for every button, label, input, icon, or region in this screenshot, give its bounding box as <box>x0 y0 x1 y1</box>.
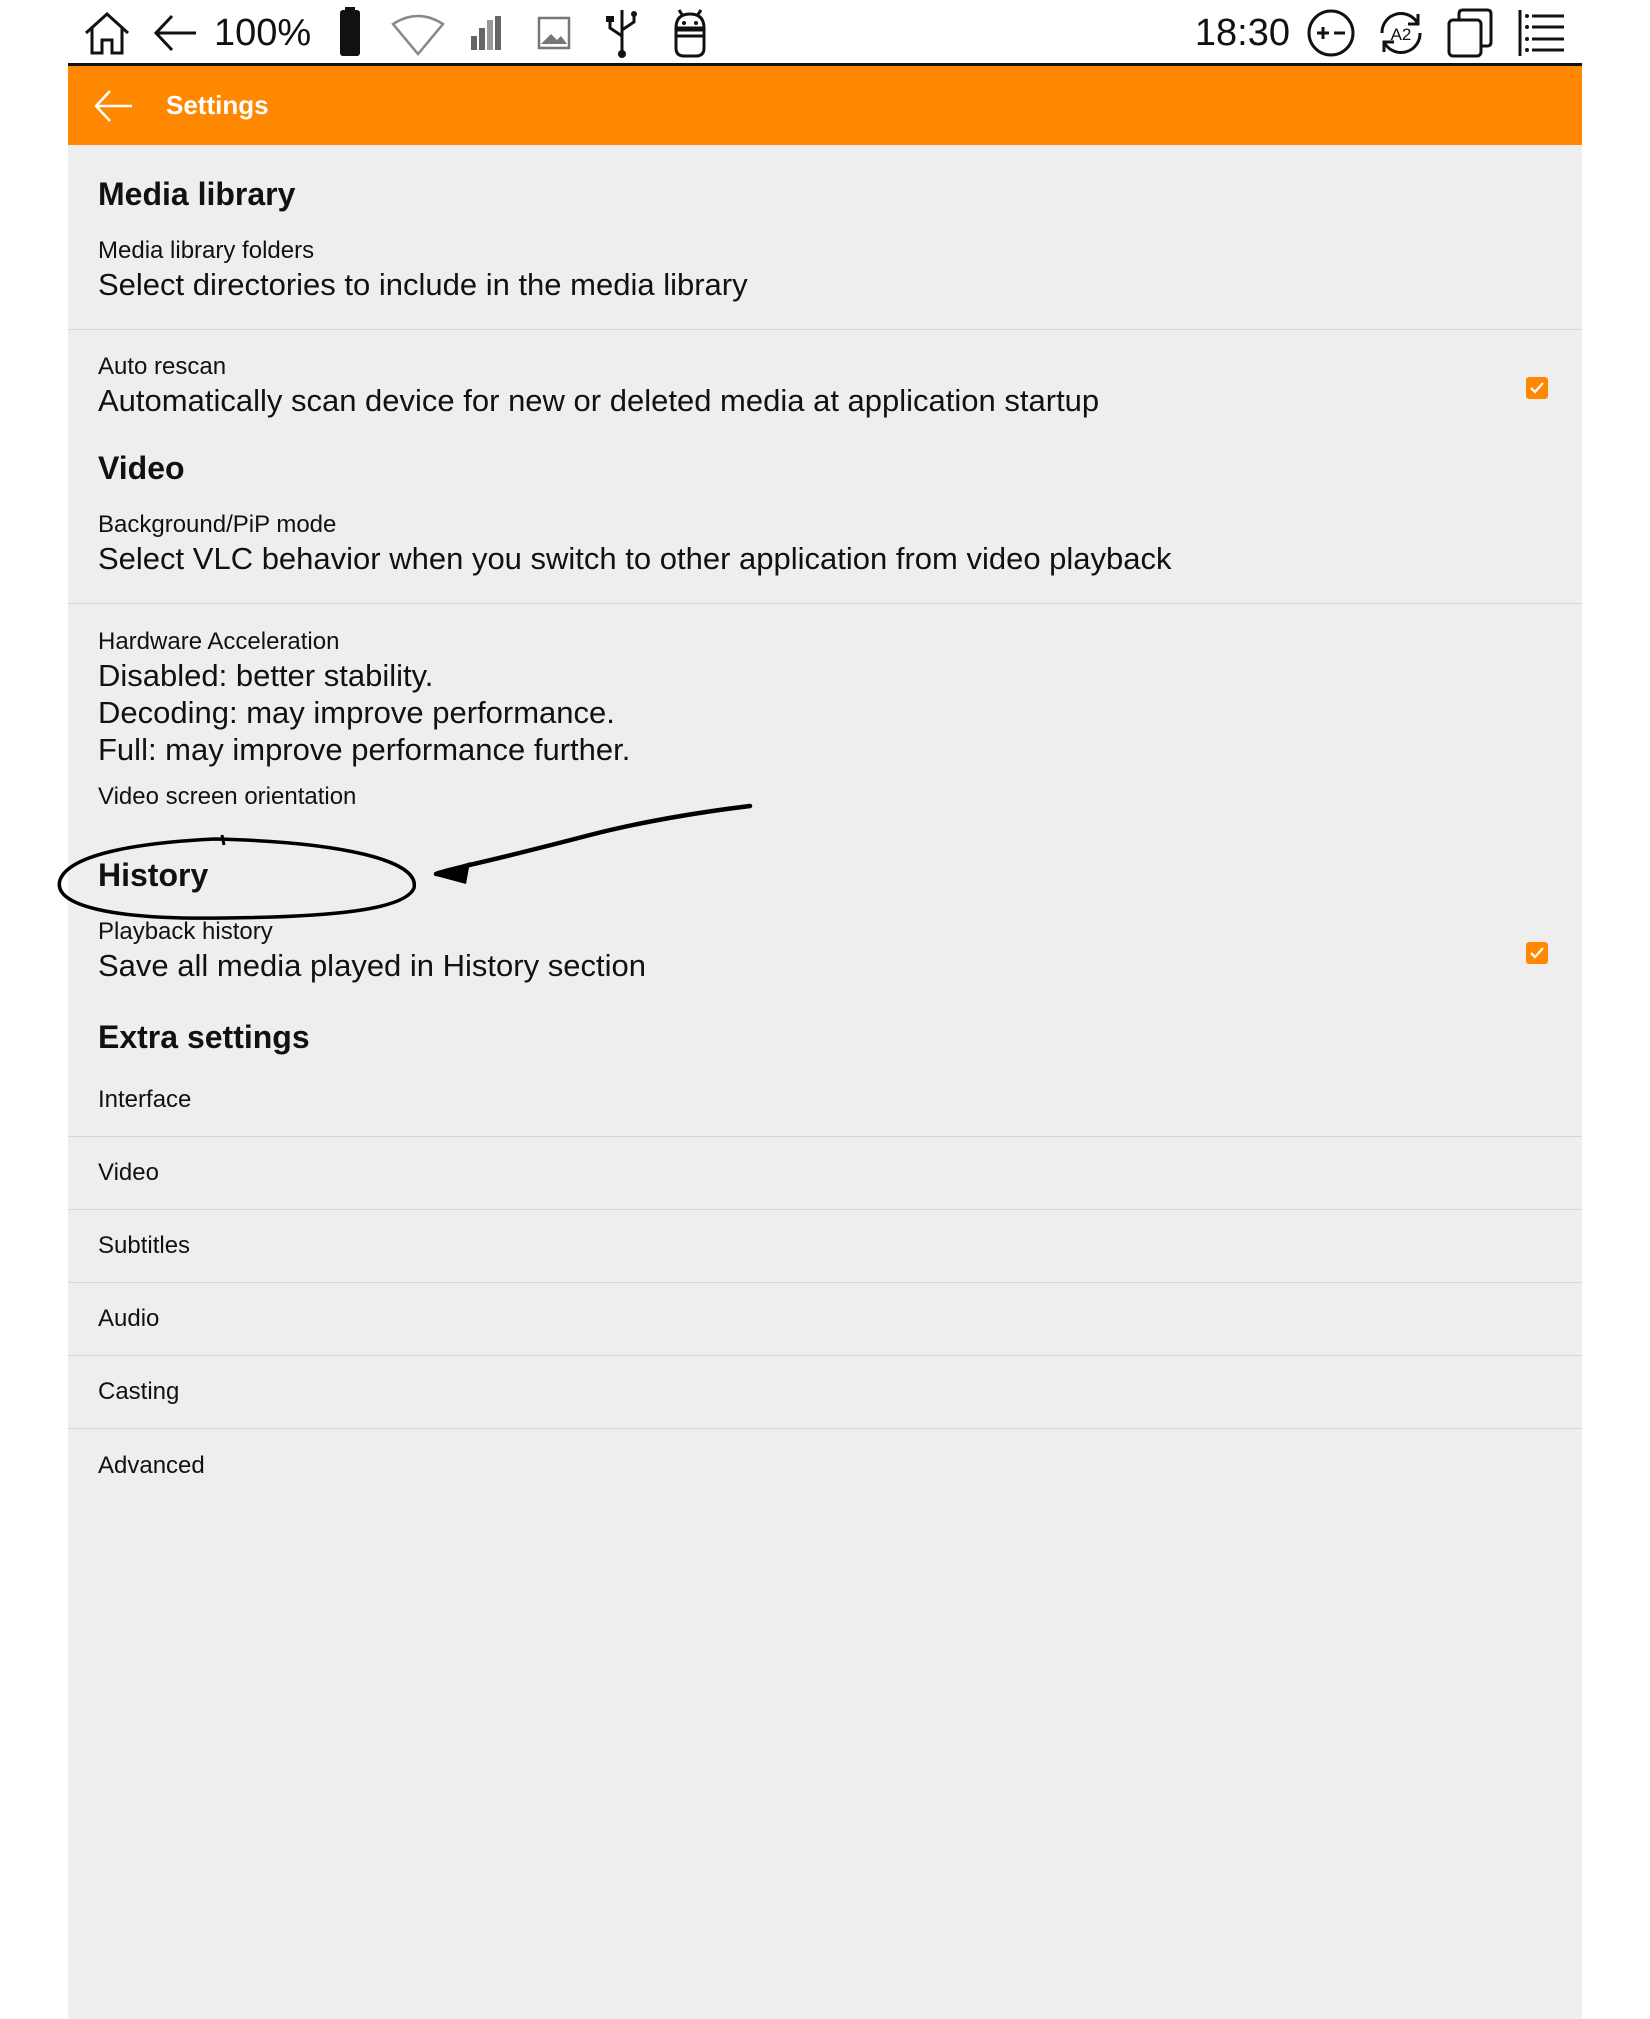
extra-item-casting[interactable]: Casting <box>68 1356 1582 1429</box>
wifi-icon <box>389 4 447 62</box>
pref-playback-history[interactable] <box>68 894 1582 988</box>
extra-item-advanced[interactable]: Advanced <box>98 1451 205 1479</box>
section-header-history: History <box>98 857 209 893</box>
extra-item-audio[interactable]: Audio <box>68 1283 1582 1356</box>
status-bar-right <box>1195 0 1570 66</box>
auto-rescan-checkbox[interactable] <box>1526 377 1548 399</box>
back-arrow-icon[interactable] <box>146 4 204 62</box>
pref-title: Playback history <box>98 918 273 945</box>
window-icon[interactable] <box>1442 4 1500 62</box>
check-icon <box>1526 377 1548 399</box>
usb-icon <box>593 4 651 62</box>
section-header-media-library: Media library <box>98 176 296 212</box>
pref-summary-line-2: Decoding: may improve performance. <box>98 695 615 730</box>
pref-media-library-folders[interactable] <box>68 213 1582 330</box>
image-icon <box>525 4 583 62</box>
pref-summary: Select VLC behavior when you switch to other application from video playback <box>98 541 1172 576</box>
menu-icon[interactable] <box>1512 4 1570 62</box>
status-bar <box>0 0 1650 66</box>
home-icon[interactable] <box>78 4 136 62</box>
battery-percent: 100% <box>214 12 312 54</box>
toolbar <box>68 66 1582 145</box>
android-icon <box>661 4 719 62</box>
pref-summary: Automatically scan device for new or deleted media at application startup <box>98 383 1100 418</box>
extra-item-video[interactable]: Video <box>68 1137 1582 1210</box>
pref-title: Background/PiP mode <box>98 511 337 538</box>
extra-item-subtitles[interactable]: Subtitles <box>68 1210 1582 1283</box>
extra-item-interface[interactable]: Interface <box>68 1064 1582 1137</box>
pref-title: Video screen orientation <box>98 783 357 810</box>
section-header-extra-settings: Extra settings <box>98 1019 310 1055</box>
playback-history-checkbox[interactable] <box>1526 942 1548 964</box>
pref-title: Media library folders <box>98 237 315 264</box>
contrast-icon[interactable] <box>1302 4 1360 62</box>
pref-auto-rescan[interactable] <box>68 330 1582 419</box>
section-header-video: Video <box>98 450 185 486</box>
settings-list <box>68 145 1582 1502</box>
spacer <box>68 1056 1582 1064</box>
pref-title: Hardware Acceleration <box>98 628 340 655</box>
pref-summary: Save all media played in History section <box>98 948 646 983</box>
pref-background-pip-mode[interactable] <box>68 487 1582 604</box>
signal-icon <box>457 4 515 62</box>
pref-video-screen-orientation[interactable] <box>68 756 1582 826</box>
battery-icon <box>321 4 379 62</box>
toolbar-title: Settings <box>166 90 269 120</box>
check-icon <box>1526 942 1548 964</box>
svg-text:A2: A2 <box>1390 25 1412 44</box>
pref-summary: Select directories to include in the media library <box>98 267 748 302</box>
pref-hardware-acceleration[interactable] <box>68 604 1582 767</box>
back-arrow-icon[interactable] <box>88 80 140 132</box>
a2-refresh-icon[interactable] <box>1372 4 1430 62</box>
pref-summary-line-3: Full: may improve performance further. <box>98 732 631 767</box>
status-bar-left <box>78 0 719 66</box>
pref-title: Auto rescan <box>98 353 227 380</box>
clock: 18:30 <box>1194 12 1290 54</box>
app-window <box>68 66 1582 2019</box>
pref-summary-line-1: Disabled: better stability. <box>98 658 434 693</box>
